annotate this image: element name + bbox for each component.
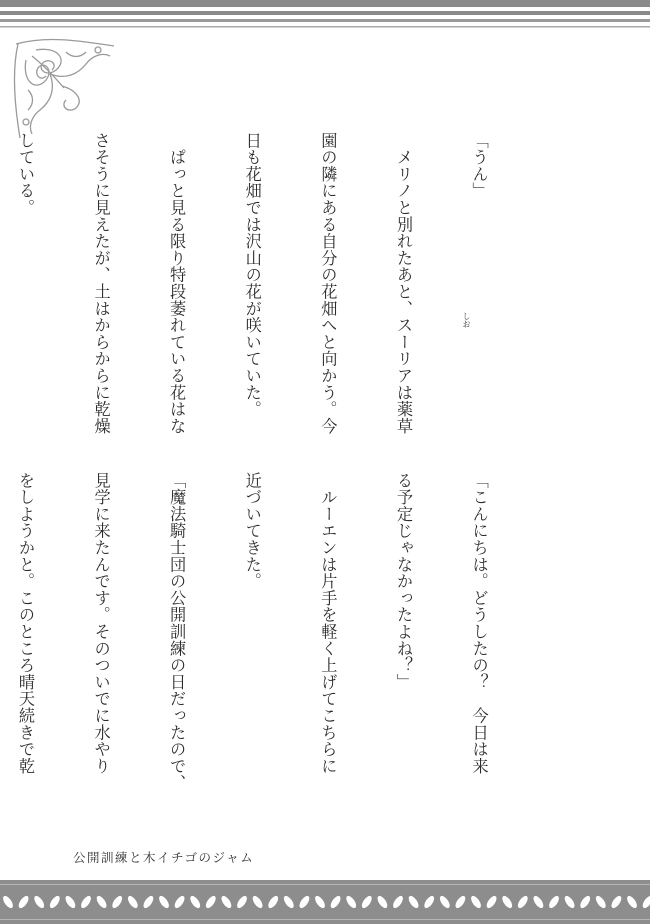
text-line: 園の隣にある自分の花畑へと向かう。今	[318, 132, 338, 435]
body-text-lower	[0, 472, 542, 794]
text-line: 「魔法騎士団の公開訓練の日だったので、	[167, 472, 187, 792]
text-line: 「こんにちは。どうしたの？ 今日は来	[469, 472, 489, 775]
text-line: 日も花畑では沢山の花が咲いていた。	[242, 132, 262, 418]
text-line: る予定じゃなかったよね？」	[393, 472, 413, 691]
text-line: 見学に来たんです。そのついでに水やり	[91, 472, 111, 775]
text-line: 「うん」	[469, 132, 489, 200]
bottom-leaf-band	[0, 880, 650, 924]
text-line: ルーエンは片手を軽く上げてこちらに	[318, 472, 338, 775]
text-line: メリノと別れたあと、スーリアは薬草	[393, 132, 413, 435]
text-line: さそうに見えたが、土はからからに乾燥	[91, 132, 111, 435]
text-line: をしようかと。このところ晴天続きで乾	[15, 472, 35, 775]
running-title: 公開訓練と木イチゴのジャム	[73, 850, 255, 865]
ruby-reading: しお	[462, 312, 471, 328]
text-line: ぱっと見る限り特段萎れている花はな	[167, 132, 187, 435]
text-line: している。	[15, 132, 35, 216]
text-line: 近づいてきた。	[242, 472, 262, 590]
body-text-upper	[0, 132, 542, 435]
top-stripe-border	[0, 0, 650, 32]
